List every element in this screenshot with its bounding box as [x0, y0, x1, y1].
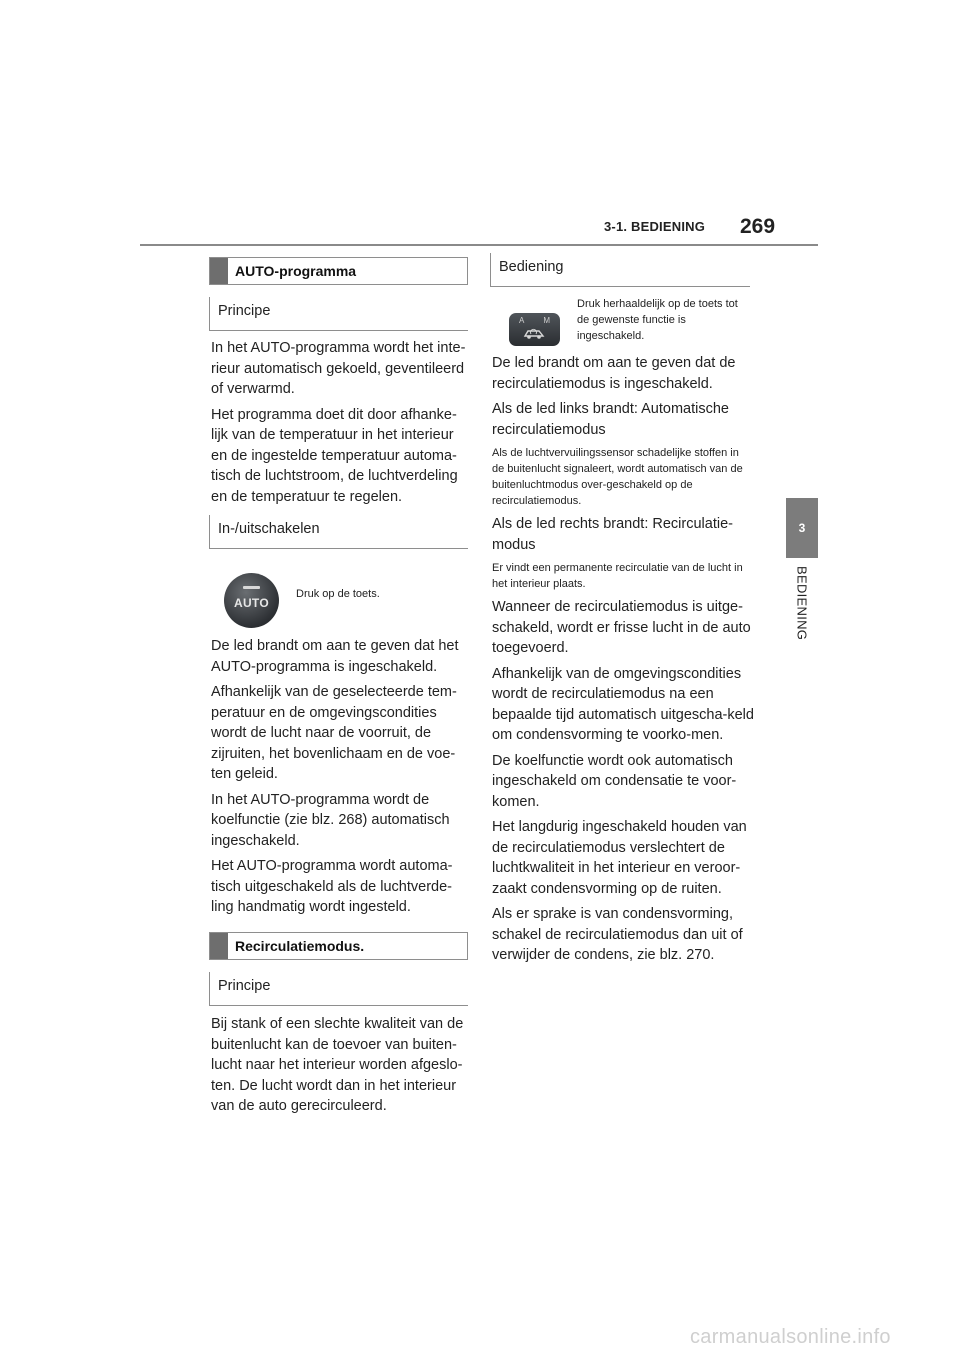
paragraph: Als er sprake is van condensvorming, schakel de recirculatiemodus dan uit of verwijder de condens, zie blz. 270.: [492, 906, 743, 963]
paragraph: Afhankelijk van de omgevingscondities wordt de recirculatiemodus na een bepaalde tijd automatisch uitgescha-keld om condensvorming te voorko-men.: [492, 665, 754, 743]
operation-subheading: [490, 253, 750, 287]
led-indicator: [243, 586, 260, 589]
recirc-details: [492, 353, 754, 971]
auto-details: [211, 636, 473, 923]
chapter-side-label-text: BEDIENING: [794, 566, 810, 641]
heading-marker: [210, 258, 228, 284]
auto-button-label: AUTO: [234, 596, 269, 610]
page-number: 269: [740, 215, 776, 238]
paragraph: De led brandt om aan te geven dat het AUTO-programma is ingeschakeld.: [211, 638, 459, 675]
paragraph: Als de led links brandt: Automatische recirculatiemodus: [492, 401, 729, 438]
paragraph: In het AUTO-programma wordt het inte-rieur automatisch gekoeld, geventileerd of verwarmd.: [211, 340, 466, 397]
operation-subheading-text: Bediening: [499, 259, 564, 275]
heading-marker: [210, 933, 228, 959]
chapter-side-label: [781, 566, 823, 656]
paragraph: De koelfunctie wordt ook automatisch ingeschakeld om condensatie te voor-komen.: [492, 752, 737, 810]
paragraph: Het langdurig ingeschakeld houden van de recirculatiemodus verslechtert de luchtkwaliteit in het interieur en veroor-zaakt condensvorming op de ruiten.: [492, 819, 747, 897]
recirc-intro: [211, 1014, 473, 1122]
paragraph: In het AUTO-programma wordt de koelfunctie (zie blz. 268) automatisch ingeschakeld.: [211, 791, 450, 849]
principle-subheading: [209, 297, 468, 331]
small-note: Er vindt een permanente recirculatie van de lucht in het interieur plaats.: [492, 562, 743, 590]
led-label-left: A: [519, 316, 525, 325]
paragraph: Afhankelijk van de geselecteerde tem-peratuur en de omgevingscondities wordt de lucht naar de voorruit, de zijruiten, het bovenlichaam en de voe-ten geleid.: [211, 684, 457, 782]
recirc-button-image: [509, 313, 560, 346]
paragraph: Het AUTO-programma wordt automa-tisch uitgeschakeld als de luchtverde-ling handmatig wordt ingesteld.: [211, 858, 453, 915]
recirc-caption: Druk herhaaldelijk op de toets tot de gewenste functie is ingeschakeld.: [577, 298, 738, 342]
onoff-subheading-text: In-/uitschakelen: [218, 521, 320, 537]
auto-button-image: [224, 573, 279, 628]
car-recirculation-icon: [522, 325, 547, 341]
principle-subheading-2-text: Principe: [218, 978, 271, 994]
watermark: carmanualsonline.info: [690, 1326, 891, 1348]
small-note: Als de luchtvervuilingssensor schadelijke stoffen in de buitenlucht signaleert, wordt automatisch van de buitenluchtmodus over-geschakeld op de recirculatiemodus.: [492, 447, 743, 507]
onoff-subheading: [209, 515, 468, 549]
paragraph: Wanneer de recirculatiemodus is uitge-schakeld, wordt er frisse lucht in de auto toegevoerd.: [492, 599, 751, 656]
recirc-section-heading-text: Recirculatiemodus.: [235, 938, 365, 954]
header-divider: [140, 244, 818, 246]
auto-section-heading-text: AUTO-programma: [235, 263, 357, 279]
chapter-tab: 3: [786, 498, 818, 558]
paragraph: Het programma doet dit door afhanke-lijk van de temperatuur in het interieur en de ingestelde temperatuur automa-tisch de luchtstroom, de luchtverdeling en de temperatuur te regelen.: [211, 406, 458, 505]
paragraph: Bij stank of een slechte kwaliteit van de buitenlucht kan de toevoer van buiten-lucht naar het interieur worden afgeslo-ten. De lucht wordt dan in het interieur van de auto gerecirculeerd.: [211, 1016, 464, 1114]
principle-subheading-2: [209, 972, 468, 1006]
paragraph: Als de led rechts brandt: Recirculatie-modus: [492, 516, 733, 553]
principle-subheading-text: Principe: [218, 303, 271, 319]
led-label-right: M: [543, 316, 550, 325]
auto-caption: Druk op de toets.: [296, 588, 380, 600]
recirc-section-heading: [209, 932, 468, 960]
paragraph: De led brandt om aan te geven dat de recirculatiemodus is ingeschakeld.: [492, 355, 736, 392]
section-title: 3-1. BEDIENING: [604, 219, 706, 234]
auto-section-heading: [209, 257, 468, 285]
auto-intro: [211, 338, 473, 512]
